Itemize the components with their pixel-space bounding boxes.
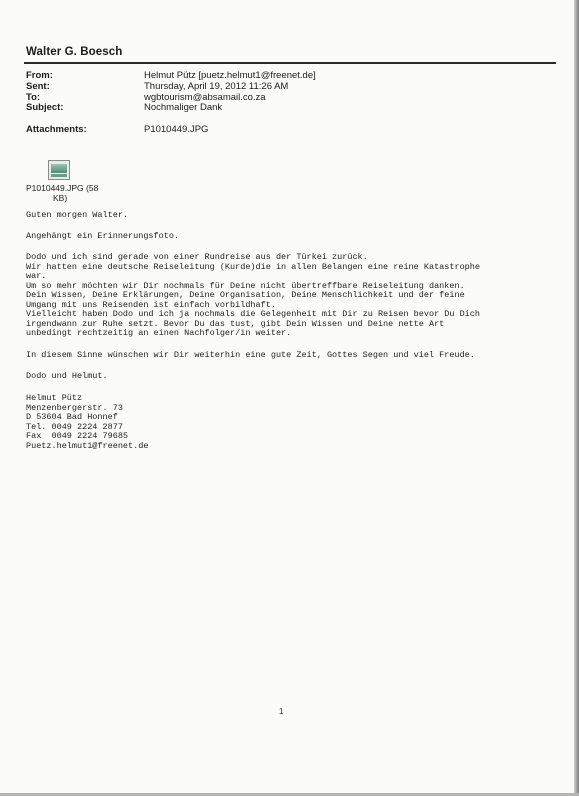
attachment-filename: P1010449.JPG (58 [26,183,99,193]
attachment-note: Angehängt ein Erinnerungsfoto. [26,231,180,241]
to-value: wgbtourism@absamail.co.za [144,92,266,103]
header-divider [24,62,556,64]
subject-label: Subject: [26,102,64,113]
from-label: From: [26,70,53,81]
sent-value: Thursday, April 19, 2012 11:26 AM [144,81,289,92]
greeting: Guten morgen Walter. [26,210,129,220]
attachments-label: Attachments: [26,124,87,135]
scan-page-edge [574,0,579,796]
subject-value: Nochmaliger Dank [144,102,223,113]
signature-block: Helmut Pütz Menzenbergerstr. 73 D 53604 Bad Honnef Tel. 0049 2224 2877 Fax 0049 2224 79685 Puetz.helmut1@freenet.de [26,393,149,451]
image-thumbnail [51,164,67,173]
image-thumbnail-base [51,174,67,177]
attachment-caption [26,183,106,203]
from-value: Helmut Pütz [puetz.helmut1@freenet.de] [144,70,316,81]
message-paragraph-2: In diesem Sinne wünschen wir Dir weiterhin eine gute Zeit, Gottes Segen und viel Freude. [26,350,475,360]
page-number: 1 [279,707,284,716]
attachments-value: P1010449.JPG [144,124,209,135]
attachment-size: KB) [53,193,68,203]
sent-label: Sent: [26,81,50,92]
message-paragraph-1: Dodo und ich sind gerade von einer Rundreise aus der Türkei zurück. Wir hatten eine deutsche Reiseleitung (Kurde)die in allen Belangen eine reine Katastrophe war. Um so mehr möchten wir Dir nochmals für Deine nicht übertreffbare Reiseleitung danken. Dein Wissen, Deine Erklärungen, Deine Organisation, Deine Menschlichkeit und der feine Umgang mit uns Reisenden ist einfach vorbildhaft. Vielleicht haben Dodo und ich ja nochmals die Gelegenheit mit Dir zu Reisen bevor Du Dich irgendwann zur Ruhe setzt. Bevor Du das tust, gibt Dein Wissen und Deine nette Art unbedingt rechtzeitig an einen Nachfolger/in weiter. [26,252,480,338]
to-label: To: [26,92,41,103]
mailbox-owner-name: Walter G. Boesch [26,46,123,58]
closing-line: Dodo und Helmut. [26,371,108,381]
image-file-icon [48,160,70,180]
